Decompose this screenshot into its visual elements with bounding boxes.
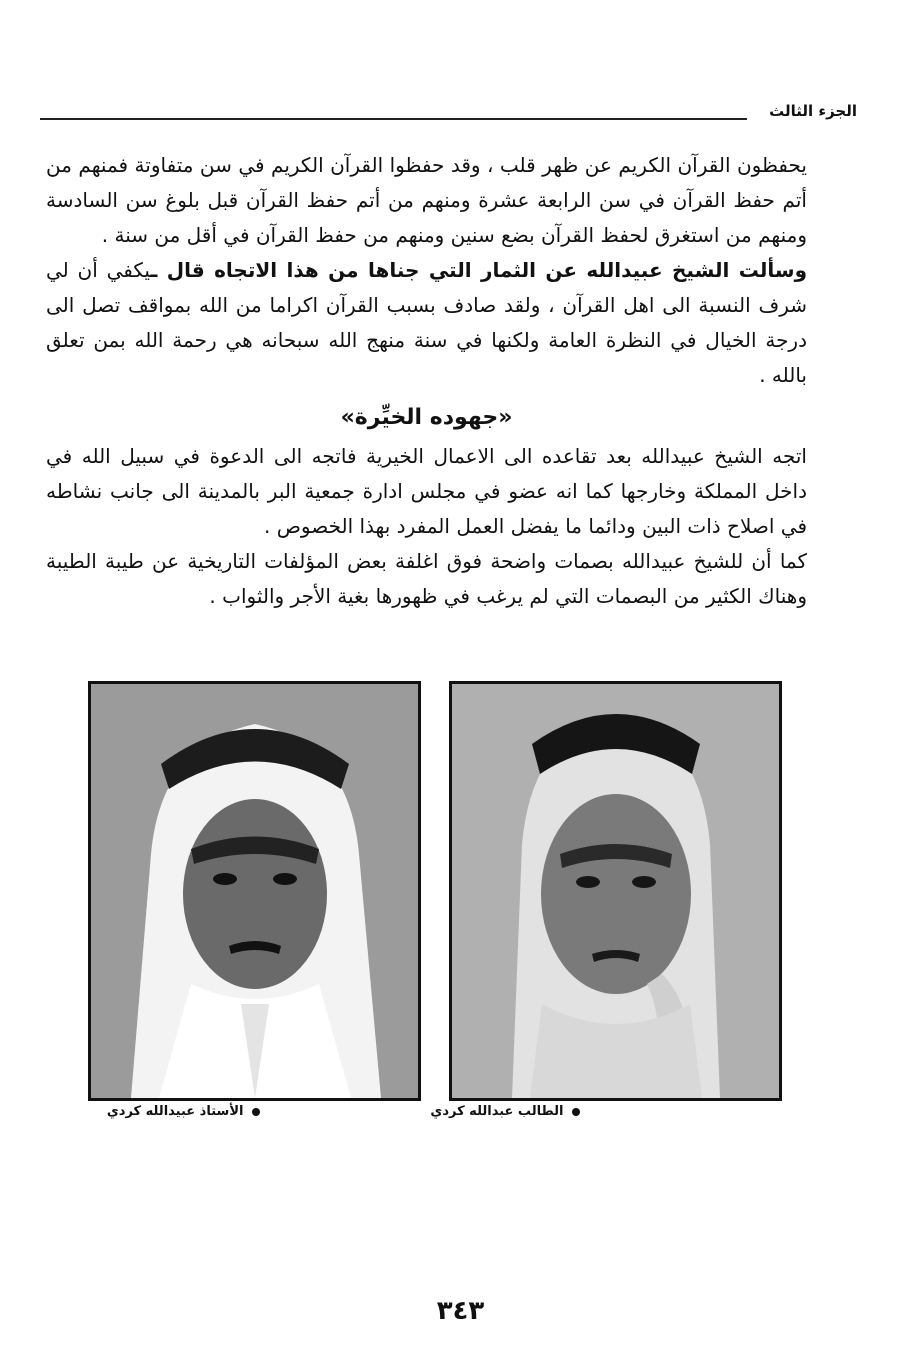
bullet-icon — [572, 1108, 580, 1116]
paragraph-2-rest: يكفي أن لي شرف النسبة الى اهل القرآن ، ولقد صادف بسبب القرآن اكراما من الله بمواقف تصل الى درجة الخيال في النظرة العامة ولكنها في سنة منهج الله سبحانه هي رحمة الله بمن تعلق بالله . — [46, 258, 807, 387]
caption-right-text: الطالب عبدالله كردي — [430, 1104, 564, 1119]
section-heading: «جهوده الخيِّرة» — [340, 405, 513, 430]
paragraph-2 — [46, 253, 807, 393]
caption-right — [430, 1104, 580, 1119]
page-number: ٣٤٣ — [436, 1296, 485, 1326]
caption-left — [100, 1104, 260, 1119]
header-title: الجزء الثالث — [769, 102, 857, 120]
paragraph-4: كما أن للشيخ عبيدالله بصمات واضحة فوق اغلفة بعض المؤلفات التاريخية عن طيبة الطيبة وهناك الكثير من البصمات التي لم يرغب في ظهورها بغية الأجر والثواب . — [46, 549, 807, 608]
body-text — [46, 148, 807, 614]
portrait-left-image — [91, 684, 418, 1098]
caption-left-text: الأستاذ عبيدالله كردي — [106, 1104, 244, 1119]
portrait-photo-left — [88, 681, 421, 1101]
portrait-photo-right — [449, 681, 782, 1101]
header-rule — [40, 118, 747, 120]
portrait-right-image — [452, 684, 779, 1098]
bullet-icon — [252, 1108, 260, 1116]
paragraph-2-bold: وسألت الشيخ عبيدالله عن الثمار التي جناها من هذا الاتجاه قال ـ — [150, 258, 808, 282]
paragraph-1: يحفظون القرآن الكريم عن ظهر قلب ، وقد حفظوا القرآن الكريم في سن متفاوتة فمنهم من أتم حفظ القرآن في سن الرابعة عشرة ومنهم من أتم حفظ القرآن قبل بلوغ سن السادسة ومنهم من استغرق لحفظ القرآن بضع سنين ومنهم من حفظ القرآن في أقل من سنة . — [46, 153, 807, 247]
paragraph-3: اتجه الشيخ عبيدالله بعد تقاعده الى الاعمال الخيرية فاتجه الى الدعوة في سبيل الله في داخل المملكة وخارجها كما انه عضو في مجلس ادارة جمعية البر بالمدينة الى جانب نشاطه في اصلاح ذات البين ودائما ما يفضل العمل المفرد بهذا الخصوص . — [46, 444, 807, 538]
running-header — [40, 100, 857, 124]
